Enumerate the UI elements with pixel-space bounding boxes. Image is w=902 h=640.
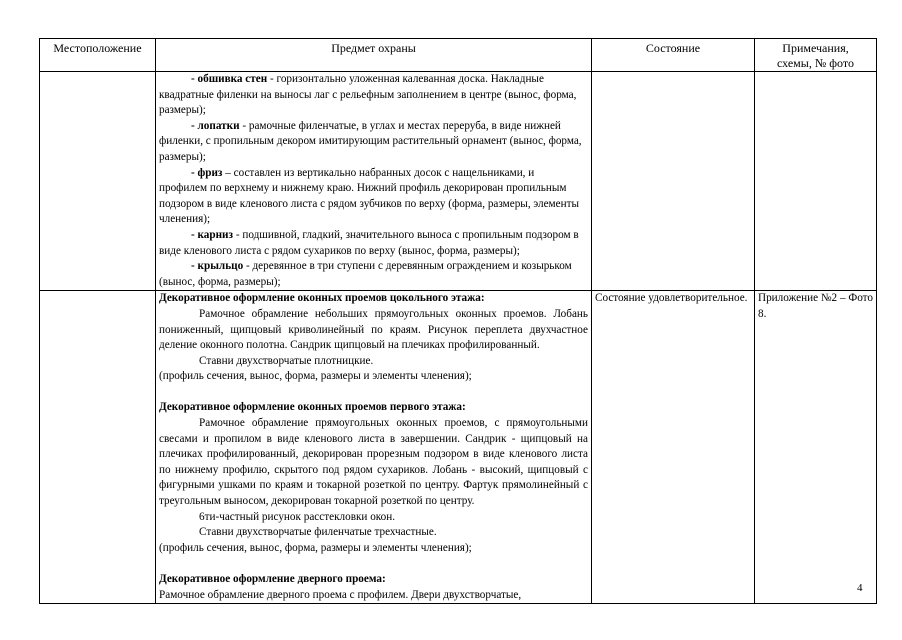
item-text: - горизонтально уложенная калеванная доска. Накладные	[267, 73, 544, 85]
section-paragraph: Рамочное обрамление небольших прямоугольных оконных проемов. Лобань пониженный, щипцовый криволинейный по краям. Рисунок переплета двухчастное деление оконного полотна. Сандрик щипцовый на плечиках профилированный.	[159, 307, 588, 352]
page-number: 4	[857, 582, 863, 594]
table-row	[40, 291, 877, 604]
location-cell	[40, 72, 156, 291]
header-notes-line2: схемы, № фото	[776, 55, 854, 70]
item-term: - карниз	[191, 228, 234, 241]
item-pilasters-continued: филенки, с пропильным декором имитирующим растительный орнамент (вынос, форма, размеры);	[159, 135, 582, 163]
section-note: (профиль сечения, вынос, форма, размеры и элементы членения);	[159, 541, 472, 554]
section-title	[159, 400, 588, 416]
state-cell	[592, 291, 755, 604]
notes-text: Приложение №2 – Фото 8.	[758, 292, 873, 320]
location-cell	[40, 291, 156, 604]
header-location: Местоположение	[40, 39, 156, 72]
item-cornice-continued: виде кленового листа с рядом сухариков по верху (вынос, форма, размеры);	[159, 244, 520, 257]
item-porch	[159, 259, 588, 275]
section-note: (профиль сечения, вынос, форма, размеры и элементы членения);	[159, 370, 472, 383]
section-title	[159, 291, 588, 307]
section-title-text: Декоративное оформление оконных проемов первого этажа:	[159, 401, 466, 414]
item-text: – составлен из вертикально набранных досок с нащельниками, и	[222, 166, 535, 179]
table-header-row	[40, 39, 877, 72]
section-shutters: Ставни двухстворчатые плотницкие.	[199, 354, 374, 367]
header-subject: Предмет охраны	[156, 39, 592, 72]
item-term: - фриз	[191, 166, 223, 179]
spacer	[159, 556, 588, 572]
item-term: - обшивка стен	[191, 73, 268, 85]
item-pilasters	[159, 119, 588, 135]
section-paragraph: Рамочное обрамление дверного проема с профилем. Двери двухстворчатые,	[159, 588, 522, 601]
item-text: - рамочные филенчатые, в углах и местах переруба, в виде нижней	[239, 119, 561, 132]
state-cell	[592, 72, 755, 291]
item-text: - деревянное в три ступени с деревянным ограждением и козырьком	[243, 260, 572, 273]
item-term: - крыльцо	[191, 260, 244, 273]
header-notes-line1: Примечания,	[782, 41, 849, 55]
spacer	[159, 385, 588, 401]
notes-cell	[755, 72, 877, 291]
section-title	[159, 572, 588, 588]
item-porch-continued: (вынос, форма, размеры);	[159, 275, 281, 288]
notes-cell	[755, 291, 877, 604]
header-state: Состояние	[592, 39, 755, 72]
item-frieze-continued: профилем по верхнему и нижнему краю. Нижний профиль декорирован пропильным подзором в виде кленового листа с рядом зубчиков по верху (форма, размеры, элементы членения);	[159, 182, 579, 226]
item-text: - подшивной, гладкий, значительного выноса с пропильным подзором в	[233, 228, 579, 241]
section-shutters: Ставни двухстворчатые филенчатые трехчастные.	[199, 526, 437, 539]
section-title-text: Декоративное оформление дверного проема:	[159, 573, 386, 585]
section-title-text: Декоративное оформление оконных проемов цокольного этажа:	[159, 292, 485, 305]
table-row	[40, 72, 877, 291]
item-cornice	[159, 228, 588, 244]
section-paragraph: Рамочное обрамление прямоугольных оконных проемов, с прямоугольными свесами и пропилом в виде кленового листа в завершении. Сандрик - щипцовый на плечиках профилированный, декорирован прорезным подзором в виде кленового листа по нижнему профилю, скрытого под рядом сухариков. Лобань - высокий, щипцовый с фигурными ушками по краям и токарной розеткой по центру. Фартук прямолинейный с треугольным выносом, декорирован токарной розеткой по центру.	[159, 417, 588, 508]
item-term: - лопатки	[191, 119, 240, 132]
heritage-protection-table	[39, 38, 877, 604]
item-frieze	[159, 166, 588, 182]
item-wall-cladding	[159, 72, 588, 88]
item-wall-cladding-continued: квадратные филенки на выносы лаг с рельефным заполнением в центре (вынос, форма, размеры);	[159, 88, 577, 117]
header-notes	[755, 39, 877, 72]
state-text: Состояние удовлетворительное.	[595, 292, 748, 305]
section-glazing: 6ти-частный рисунок расстекловки окон.	[199, 510, 396, 523]
subject-cell	[156, 72, 592, 291]
subject-cell	[156, 291, 592, 604]
